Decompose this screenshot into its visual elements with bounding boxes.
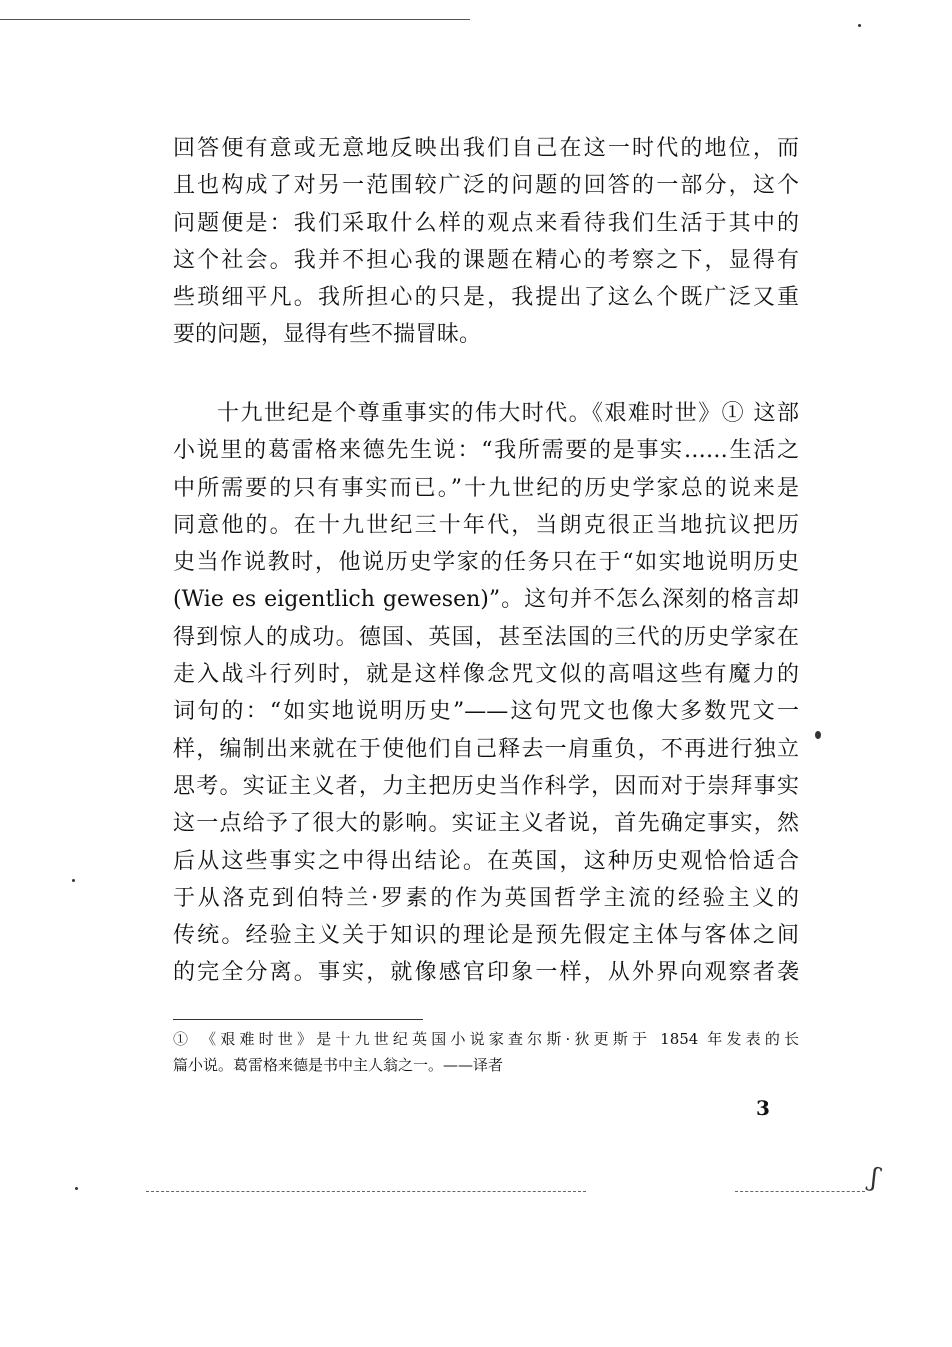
bottom-rule: [146, 1191, 586, 1192]
margin-mark: ʃ: [867, 1162, 882, 1194]
top-rule: [0, 19, 470, 20]
speck: [75, 1187, 78, 1190]
text-line: 同意他的。在十九世纪三十年代，当朗克很正当地抗议把历: [173, 512, 799, 538]
text-line: 词句的：“如实地说明历史”——这句咒文也像大多数咒文一: [173, 699, 799, 725]
text-line: 得到惊人的成功。德国、英国，甚至法国的三代的历史学家在: [173, 624, 799, 650]
text-line: 后从这些事实之中得出结论。在英国，这种历史观恰恰适合: [173, 848, 799, 874]
text-line: 思考。实证主义者，力主把历史当作科学，因而对于崇拜事实: [173, 773, 799, 799]
paragraph-2: [173, 395, 799, 992]
text-line: 回答便有意或无意地反映出我们自己在这一时代的地位，而: [173, 136, 799, 161]
text-line: 史当作说教时，他说历史学家的任务只在于“如实地说明历史: [173, 550, 799, 576]
speck: [72, 879, 75, 882]
text-line: 中所需要的只有事实而已。”十九世纪的历史学家总的说来是: [173, 475, 799, 501]
speck: [815, 731, 821, 739]
text-line: 样，编制出来就在于使他们自己释去一肩重负，不再进行独立: [173, 736, 799, 762]
speck: [858, 24, 861, 27]
text-line: 传统。经验主义关于知识的理论是预先假定主体与客体之间: [173, 923, 799, 949]
text-line: (Wie es eigentlich gewesen)”。这句并不怎么深刻的格言却: [173, 587, 799, 613]
text-line: 的完全分离。事实，就像感官印象一样，从外界向观察者袭: [173, 960, 799, 986]
bottom-rule: [735, 1191, 865, 1192]
text-line: 走入战斗行列时，就是这样像念咒文似的高唱这些有魔力的: [173, 662, 799, 688]
footnote-line: ① 《艰难时世》是十九世纪英国小说家查尔斯·狄更斯于 1854 年发表的长: [173, 1030, 799, 1048]
text-line: 十九世纪是个尊重事实的伟大时代。《艰难时世》① 这部: [217, 401, 799, 426]
text-line: 且也构成了对另一范围较广泛的问题的回答的一部分，这个: [173, 173, 799, 199]
paragraph-1: [173, 130, 799, 354]
text-line: 要的问题，显得有些不揣冒昧。: [173, 322, 482, 348]
text-line: 这一点给予了很大的影响。实证主义者说，首先确定事实，然: [173, 811, 799, 837]
text-line: 于从洛克到伯特兰·罗素的作为英国哲学主流的经验主义的: [173, 885, 799, 911]
footnote-line: 篇小说。葛雷格来德是书中主人翁之一。——译者: [173, 1056, 504, 1074]
footnote-rule: [173, 1019, 423, 1020]
text-line: 小说里的葛雷格来德先生说：“我所需要的是事实……生活之: [173, 438, 799, 464]
page-number: 3: [756, 1096, 770, 1120]
footnote: [173, 1026, 799, 1078]
text-line: 些琐细平凡。我所担心的只是，我提出了这么个既广泛又重: [173, 285, 799, 311]
text-line: 这个社会。我并不担心我的课题在精心的考察之下，显得有: [173, 247, 799, 273]
text-line: 问题便是：我们采取什么样的观点来看待我们生活于其中的: [173, 210, 799, 236]
